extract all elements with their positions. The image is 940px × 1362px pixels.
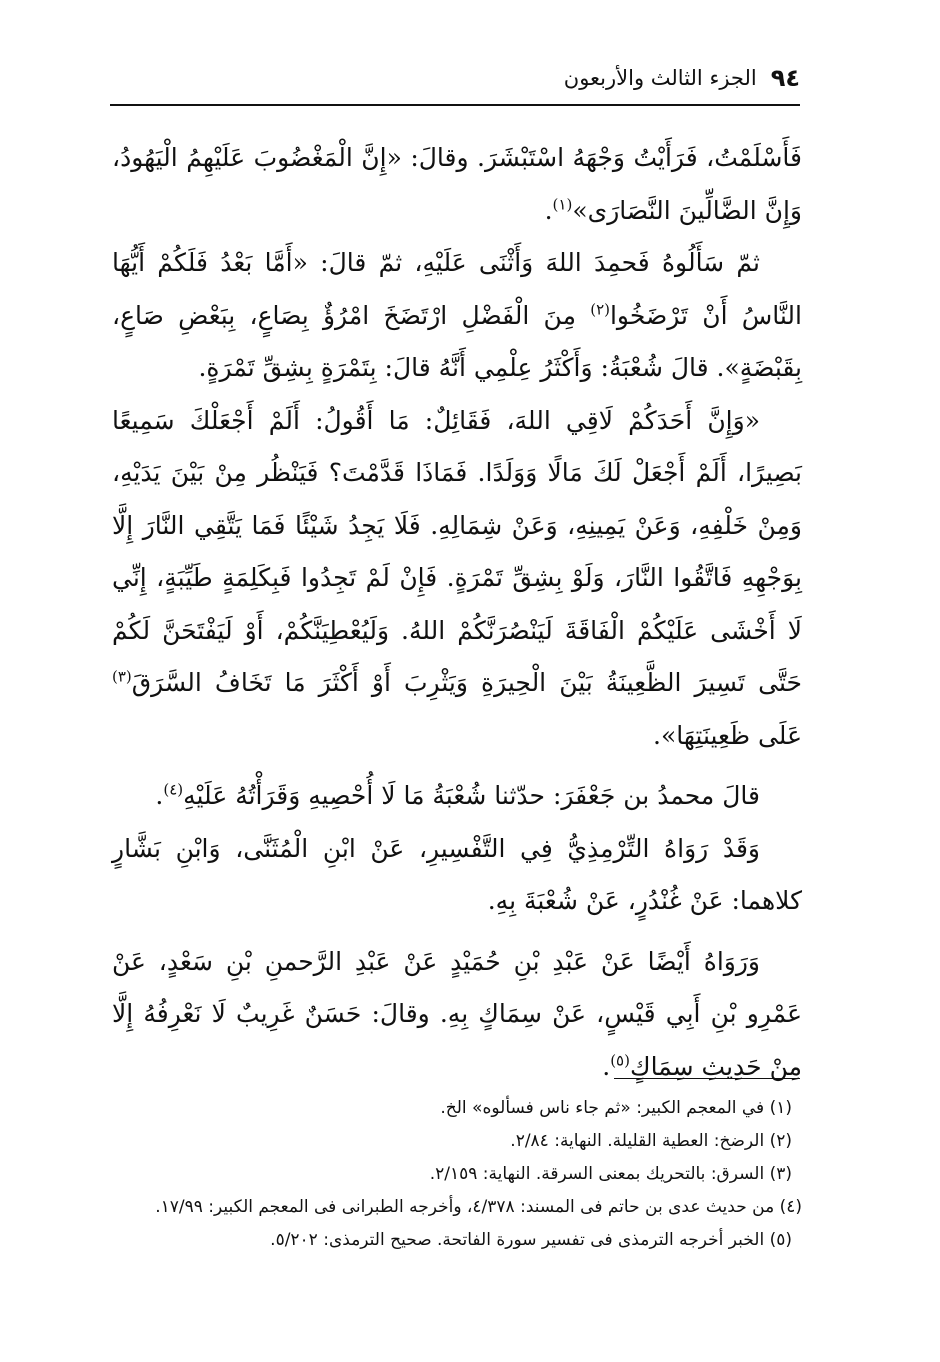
footnote-ref-3[interactable]: (٣)	[112, 667, 132, 686]
footnote-rule	[614, 1078, 800, 1079]
running-title: الجزء الثالث والأربعون	[563, 66, 757, 90]
page-header	[110, 58, 800, 98]
paragraph-tail: .	[544, 195, 553, 225]
paragraph-text: وَقَدْ رَوَاهُ التِّرْمِذِيُّ فِي التَّفْسِيرِ، عَنْ ابْنِ الْمُثَنَّى، وَابْنِ بَشَّارٍ كلاهما: عَنْ غُنْدُرٍ، عَنْ شُعْبَةَ بِهِ.	[112, 833, 802, 915]
paragraph-text: «وَإِنَّ أَحَدَكُمْ لَاقِي اللهَ، فَقَائِلٌ: مَا أَقُولُ: أَلَمْ أَجْعَلْكَ سَمِيعًا بَصِيرًا، أَلَمْ أَجْعَلْ لَكَ مَالًا وَوَلَدًا. فَمَاذَا قَدَّمْتَ؟ فَيَنْظُر مِنْ بَيْنَ يَدَيْهِ، وَمِنْ خَلْفِهِ، وَعَنْ يَمِينِهِ، وَعَنْ شِمَالِهِ. فَلَا يَجِدُ شَيْئًا فَمَا يَتَّقِي النَّارَ إِلَّا بِوَجْهِهِ فَاتَّقُوا النَّارَ، وَلَوْ بِشِقِّ تَمْرَةٍ. فَإِنْ لَمْ تَجِدُوا فَبِكَلِمَةٍ طَيِّبَةٍ، إِنِّي لَا أَخْشَى عَلَيْكُمْ الْفَاقَةَ لَيَنْصُرَنَّكُمْ اللهُ. وَلَيُعْطِيَنَّكُمْ، أَوْ لَيَفْتَحَنَّ لَكُمْ حَتَّى تَسِيرَ الظَّعِينَةُ بَيْنَ الْحِيرَةِ وَيَثْرِبَ أَوْ أَكْثَرَ مَا تَخَافُ السَّرَقَ	[112, 405, 802, 697]
header-rule	[110, 104, 800, 106]
footnote-ref-4[interactable]: (٤)	[163, 780, 184, 799]
paragraph-1	[112, 132, 802, 237]
paragraph-tail: مِنَ الْفَضْلِ ارْتَضَخَ امْرُؤٌ بِصَاعٍ، بِبَعْضِ صَاعٍ، بِقَبْضَةٍ». قالَ شُعْبَةُ: وَأَكْثَرُ عِلْمِي أَنَّهُ قالَ: بِتَمْرَةٍ بِشِقِّ تَمْرَةٍ.	[112, 300, 802, 382]
footnotes	[112, 1092, 802, 1257]
paragraph-tail: .	[602, 1051, 611, 1081]
paragraph-5	[112, 823, 802, 928]
footnote-ref-5[interactable]: (٥)	[610, 1051, 630, 1070]
paragraph-text: قالَ محمدُ بن جَعْفَرَ: حدّثنا شُعْبَةُ مَا لَا أُحْصِيهِ وَقَرَأْتُهُ عَلَيْهِ	[183, 781, 760, 810]
footnote-4: (٤) من حديث عدى بن حاتم فى المسند: ٤/٣٧٨، وأخرجه الطبرانى فى المعجم الكبير: ١٧/٩٩.	[155, 1197, 802, 1217]
footnote-ref-1[interactable]: (١)	[552, 195, 573, 214]
footnote-3: (٣) السرق: بالتحريك بمعنى السرقة. النهاية: ٢/١٥٩.	[429, 1164, 792, 1184]
footnote-ref-2[interactable]: (٢)	[590, 300, 610, 319]
paragraph-text: فَأَسْلَمْتُ، فَرَأَيْتُ وَجْهَهُ اسْتَبْشَرَ. وقالَ: «إِنَّ الْمَغْضُوبَ عَلَيْهِمُ الْيَهُودُ، وَإِنَّ الضَّالِّينَ النَّصَارَى»	[112, 143, 802, 225]
footnote-5: (٥) الخبر أخرجه الترمذى فى تفسير سورة الفاتحة. صحيح الترمذى: ٥/٢٠٢.	[270, 1230, 792, 1250]
paragraph-tail: عَلَى ظَعِينَتِهَا».	[653, 720, 802, 750]
paragraph-text: ثمّ سَأَلُوهُ فَحمِدَ اللهَ وَأَثْنَى عَلَيْهِ، ثمّ قالَ: «أَمَّا بَعْدُ فَلَكُمْ أَيُّهَا النَّاسُ أَنْ تَرْضَخُوا	[112, 248, 802, 330]
paragraph-text: وَرَوَاهُ أَيْضًا عَنْ عَبْدِ بْنِ حُمَيْدٍ عَنْ عَبْدِ الرَّحمنِ بْنِ سَعْدٍ، عَنْ عَمْرِو بْنِ أَبِي قَيْسٍ، عَنْ سِمَاكٍ بِهِ. وقالَ: حَسَنٌ غَرِيبٌ لَا نَعْرِفُهُ إِلَّا مِنْ حَدِيثِ سِمَاكٍ	[112, 946, 802, 1081]
paragraph-2	[112, 237, 802, 395]
page-number: ٩٤	[770, 64, 800, 92]
paragraph-6	[112, 936, 802, 1094]
paragraph-tail: .	[155, 781, 164, 810]
main-text	[112, 132, 802, 1093]
paragraph-3	[112, 395, 802, 763]
paragraph-4	[112, 770, 802, 823]
footnote-1: (١) في المعجم الكبير: «ثم جاء ناس فسألوه» الخ.	[440, 1098, 792, 1118]
footnote-2: (٢) الرضخ: العطية القليلة. النهاية: ٢/٨٤.	[510, 1131, 792, 1151]
